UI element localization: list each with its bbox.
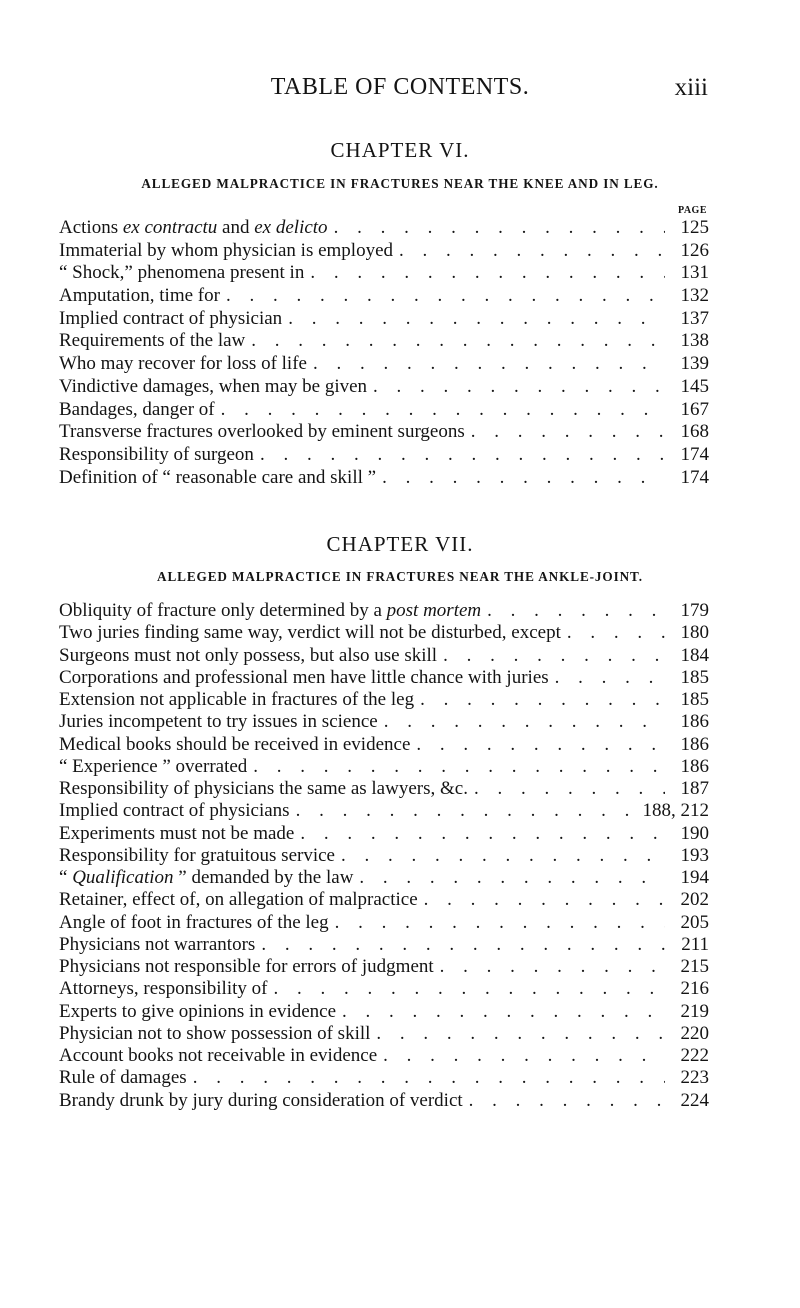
dot-leader xyxy=(247,756,665,778)
chapter-7-subtitle: ALLEGED MALPRACTICE IN FRACTURES NEAR THE ANKLE-JOINT. xyxy=(157,569,643,584)
toc-entry xyxy=(59,734,709,756)
chapter-7-entries xyxy=(59,600,709,1112)
toc-entry xyxy=(59,756,709,778)
toc-entry-page: 179 xyxy=(680,600,709,621)
toc-entry xyxy=(59,845,709,867)
toc-entry xyxy=(59,956,709,978)
toc-entry-page: 168 xyxy=(680,421,709,443)
toc-entry xyxy=(59,645,709,667)
toc-entry-title: “ Shock,” phenomena present in xyxy=(59,262,305,284)
toc-entry-page: 190 xyxy=(680,822,709,844)
dot-leader xyxy=(187,1067,665,1089)
dot-leader xyxy=(481,600,665,622)
toc-entry-title: Experts to give opinions in evidence xyxy=(59,1000,337,1022)
dot-leader xyxy=(463,1090,665,1112)
running-head-title: TABLE OF CONTENTS. xyxy=(270,74,530,100)
toc-entry-page: 224 xyxy=(680,1089,709,1111)
toc-entry-page: 223 xyxy=(680,1067,709,1089)
toc-entry xyxy=(59,978,709,1000)
toc-entry-title: Rule of damages xyxy=(59,1067,187,1089)
toc-entry-title: Medical books should be received in evidence xyxy=(59,733,411,755)
toc-entry xyxy=(59,867,709,889)
toc-entry-page: 186 xyxy=(680,755,709,777)
toc-entry xyxy=(59,622,709,644)
toc-entry-page: 131 xyxy=(680,262,709,284)
toc-entry-title: Physicians not warrantors xyxy=(59,933,256,955)
dot-leader xyxy=(414,689,665,711)
toc-entry-page: 194 xyxy=(680,867,709,888)
dot-leader xyxy=(329,912,665,934)
toc-entry xyxy=(59,399,709,422)
dot-leader xyxy=(367,376,665,399)
toc-entry-title: Transverse fractures overlooked by eminent surgeons xyxy=(59,421,465,443)
toc-entry xyxy=(59,1067,709,1089)
toc-entry-title: “ Qualification ” demanded by the law xyxy=(59,867,354,888)
toc-entry-title: Implied contract of physicians xyxy=(59,800,290,822)
chapter-6-entries xyxy=(59,217,709,489)
toc-entry-title: Definition of “ reasonable care and skill ” xyxy=(59,466,377,488)
toc-entry-title: Experiments must not be made xyxy=(59,822,295,844)
toc-entry-page: 139 xyxy=(680,353,709,375)
page-folio: xiii xyxy=(674,74,708,101)
dot-leader xyxy=(410,734,665,756)
toc-entry xyxy=(59,689,709,711)
dot-leader xyxy=(254,444,665,467)
dot-leader xyxy=(335,845,665,867)
dot-leader xyxy=(290,800,639,822)
toc-entry-page: 222 xyxy=(680,1045,709,1066)
toc-entry xyxy=(59,285,709,308)
toc-entry xyxy=(59,800,709,822)
toc-entry-page: 220 xyxy=(680,1022,709,1044)
toc-entry xyxy=(59,1045,709,1067)
toc-entry-title: Two juries finding same way, verdict will not be disturbed, except xyxy=(59,622,561,644)
toc-entry-page: 138 xyxy=(680,330,709,352)
toc-entry xyxy=(59,262,709,285)
toc-entry xyxy=(59,1090,709,1112)
toc-entry-title: Brandy drunk by jury during consideration of verdict xyxy=(59,1089,463,1111)
toc-entry xyxy=(59,308,709,331)
dot-leader xyxy=(282,308,665,331)
toc-entry-title: Responsibility for gratuitous service xyxy=(59,844,335,866)
toc-entry-title: Requirements of the law xyxy=(59,330,246,352)
toc-entry-title: Angle of foot in fractures of the leg xyxy=(59,911,329,933)
toc-entry xyxy=(59,467,709,490)
toc-entry-page: 186 xyxy=(680,711,709,733)
toc-entry-title: Physician not to show possession of skill xyxy=(59,1022,371,1044)
toc-entry xyxy=(59,889,709,911)
dot-leader xyxy=(393,240,665,263)
dot-leader xyxy=(418,889,665,911)
toc-entry-page: 132 xyxy=(680,285,709,307)
toc-entry-title: Responsibility of physicians the same as lawyers, &c. xyxy=(59,778,468,799)
dot-leader xyxy=(370,1023,665,1045)
dot-leader xyxy=(468,778,665,800)
dot-leader xyxy=(245,330,665,353)
dot-leader xyxy=(304,262,665,285)
toc-entry-page: 180 xyxy=(680,622,709,644)
page-column-label: PAGE xyxy=(677,205,707,216)
toc-entry xyxy=(59,600,709,622)
toc-entry xyxy=(59,1001,709,1023)
toc-entry-page: 174 xyxy=(680,466,709,488)
toc-entry-page: 184 xyxy=(680,644,709,666)
toc-entry xyxy=(59,217,709,240)
toc-entry xyxy=(59,353,709,376)
dot-leader xyxy=(215,399,665,422)
dot-leader xyxy=(434,956,665,978)
toc-entry-page: 186 xyxy=(680,733,709,755)
toc-entry-title: Actions ex contractu and ex delicto xyxy=(59,217,328,238)
toc-entry-title: Retainer, effect of, on allegation of malpractice xyxy=(59,889,418,911)
toc-entry-page: 125 xyxy=(680,217,709,238)
toc-entry-page: 185 xyxy=(680,689,709,710)
toc-entry-title: Obliquity of fracture only determined by a post mortem xyxy=(59,600,482,621)
dot-leader xyxy=(336,1001,665,1023)
toc-entry-title: Immaterial by whom physician is employed xyxy=(59,239,394,261)
toc-entry-title: “ Experience ” overrated xyxy=(59,755,248,777)
dot-leader xyxy=(437,645,665,667)
toc-entry-title: Corporations and professional men have little chance with juries xyxy=(59,666,549,688)
toc-entry-page: 219 xyxy=(680,1000,709,1022)
toc-entry xyxy=(59,240,709,263)
toc-entry-title: Amputation, time for xyxy=(59,285,220,307)
toc-entry xyxy=(59,667,709,689)
dot-leader xyxy=(378,711,665,733)
dot-leader xyxy=(549,667,665,689)
toc-entry-title: Vindictive damages, when may be given xyxy=(59,375,368,397)
dot-leader xyxy=(561,622,665,644)
dot-leader xyxy=(328,217,665,240)
toc-entry-page: 215 xyxy=(680,956,709,977)
toc-entry-page: 216 xyxy=(680,978,709,1000)
toc-entry xyxy=(59,444,709,467)
dot-leader xyxy=(377,1045,665,1067)
chapter-7-heading: CHAPTER VII. xyxy=(326,532,474,556)
toc-entry-title: Surgeons must not only possess, but also use skill xyxy=(59,644,438,666)
dot-leader xyxy=(267,978,665,1000)
toc-entry xyxy=(59,912,709,934)
toc-entry-title: Physicians not responsible for errors of judgment xyxy=(59,956,434,977)
toc-entry xyxy=(59,934,709,956)
toc-entry-title: Attorneys, responsibility of xyxy=(59,978,268,1000)
toc-entry-title: Who may recover for loss of life xyxy=(59,353,307,375)
dot-leader xyxy=(294,823,665,845)
chapter-6-heading: CHAPTER VI. xyxy=(330,138,470,162)
toc-entry-title: Juries incompetent to try issues in science xyxy=(59,711,378,733)
toc-entry-page: 193 xyxy=(680,844,709,866)
toc-entry xyxy=(59,1023,709,1045)
dot-leader xyxy=(376,467,665,490)
toc-entry-page: 167 xyxy=(680,398,709,420)
toc-entry-page: 137 xyxy=(680,307,709,329)
toc-entry-page: 187 xyxy=(680,778,709,799)
toc-entry xyxy=(59,823,709,845)
chapter-6-subtitle: ALLEGED MALPRACTICE IN FRACTURES NEAR THE KNEE AND IN LEG. xyxy=(141,176,659,191)
toc-entry-title: Implied contract of physician xyxy=(59,307,283,329)
toc-entry-page: 174 xyxy=(680,443,709,465)
toc-entry xyxy=(59,711,709,733)
toc-entry-page: 126 xyxy=(680,239,709,261)
toc-entry-page: 205 xyxy=(680,911,709,933)
dot-leader xyxy=(307,353,665,376)
dot-leader xyxy=(353,867,665,889)
toc-entry xyxy=(59,330,709,353)
toc-entry-title: Responsibility of surgeon xyxy=(59,443,254,465)
dot-leader xyxy=(255,934,665,956)
toc-entry-title: Account books not receivable in evidence xyxy=(59,1045,378,1066)
toc-entry-title: Extension not applicable in fractures of the leg xyxy=(59,689,415,710)
toc-entry-page: 211 xyxy=(681,933,709,955)
running-head xyxy=(0,74,800,104)
dot-leader xyxy=(220,285,665,308)
dot-leader xyxy=(465,421,665,444)
toc-entry-title: Bandages, danger of xyxy=(59,398,215,420)
toc-entry-page: 145 xyxy=(680,375,709,397)
toc-entry-page: 185 xyxy=(680,666,709,688)
toc-entry xyxy=(59,778,709,800)
toc-entry xyxy=(59,376,709,399)
toc-entry-page: 188, 212 xyxy=(642,800,709,822)
toc-entry-page: 202 xyxy=(680,889,709,911)
toc-entry xyxy=(59,421,709,444)
